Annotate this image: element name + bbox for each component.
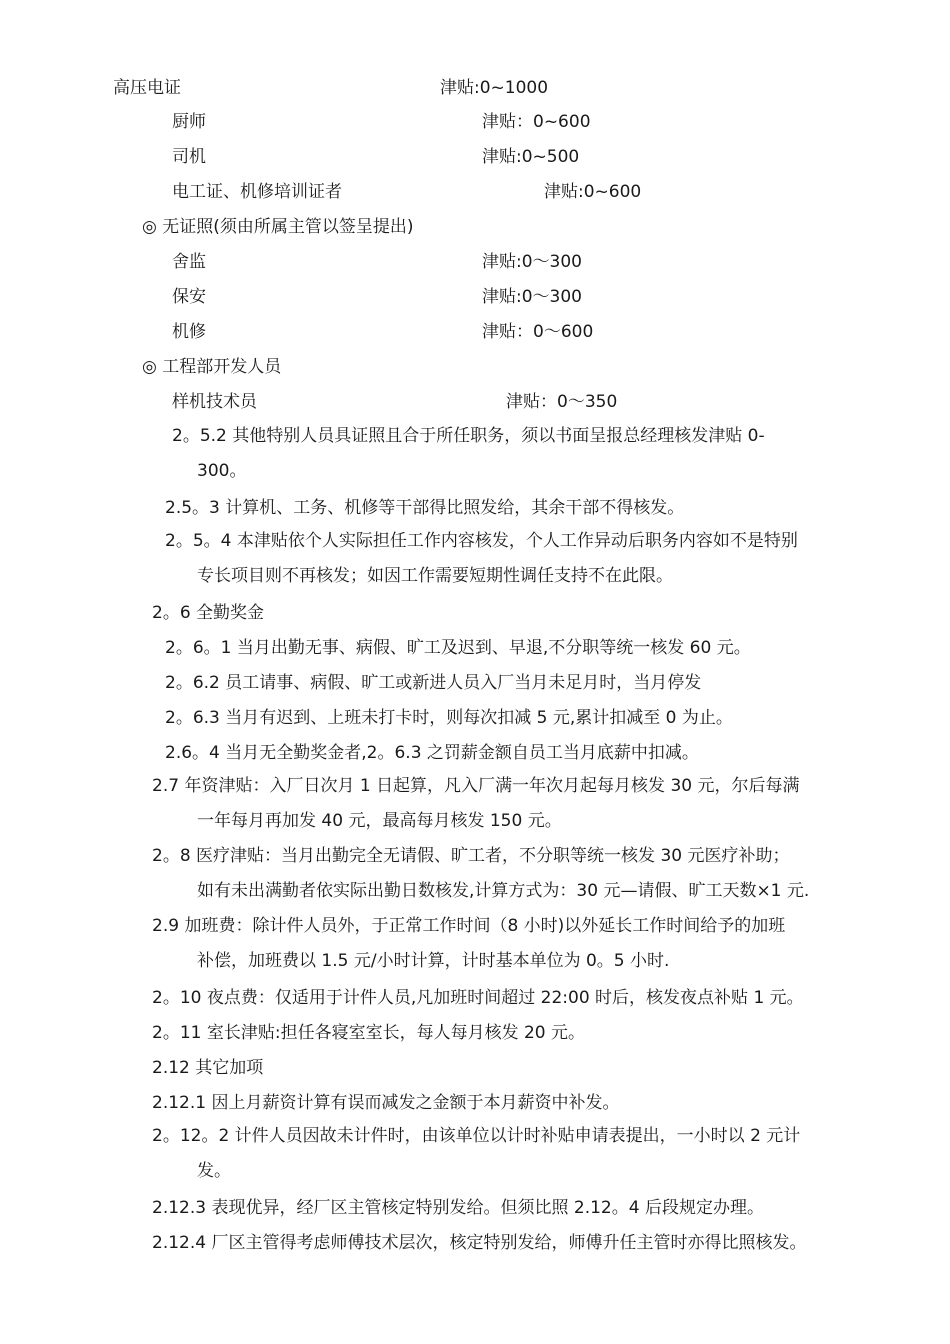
clause-2-5-3: 2.5。3 计算机、工务、机修等干部得比照发给，其余干部不得核发。	[165, 498, 685, 518]
clause-2-9-line1: 2.9 加班费：除计件人员外，于正常工作时间（8 小时)以外延长工作时间给予的加班	[152, 916, 786, 936]
clause-2-8	[152, 839, 892, 909]
section-heading-no-cert: ◎ 无证照(须由所属主管以签呈提出)	[142, 217, 414, 237]
clause-2-8-line1: 2。8 医疗津贴：当月出勤完全无请假、旷工者，不分职等统一核发 30 元医疗补助；	[152, 846, 790, 866]
clause-2-12-1: 2.12.1 因上月薪资计算有误而减发之金额于本月薪资中补发。	[152, 1093, 620, 1113]
allowance-label-chef: 厨师	[172, 112, 206, 132]
allowance-value-dorm-supervisor: 津贴:0～300	[482, 252, 582, 272]
clause-2-12-3: 2.12.3 表现优异，经厂区主管核定特别发给。但须比照 2.12。4 后段规定办理。	[152, 1198, 764, 1218]
clause-2-7	[152, 769, 892, 839]
clause-2-8-line2: 如有未出满勤者依实际出勤日数核发,计算方式为：30 元—请假、旷工天数×1 元.	[197, 881, 810, 901]
clause-2-5-2-line2: 300。	[197, 461, 247, 481]
clause-2-6-3: 2。6.3 当月有迟到、上班未打卡时，则每次扣减 5 元,累计扣减至 0 为止。	[165, 708, 733, 728]
clause-2-5-2	[172, 419, 892, 489]
clause-2-12: 2.12 其它加项	[152, 1058, 264, 1078]
clause-2-5-4-line1: 2。5。4 本津贴依个人实际担任工作内容核发，个人工作异动后职务内容如不是特别	[165, 531, 798, 551]
allowance-label-hv-cert: 高压电证	[113, 78, 181, 98]
clause-2-12-2	[152, 1119, 892, 1189]
clause-2-10: 2。10 夜点费：仅适用于计件人员,凡加班时间超过 22:00 时后，核发夜点补贴 1 元。	[152, 988, 804, 1008]
clause-2-6-1: 2。6。1 当月出勤无事、病假、旷工及迟到、早退,不分职等统一核发 60 元。	[165, 638, 751, 658]
clause-2-12-2-line1: 2。12。2 计件人员因故未计件时，由该单位以计时补贴申请表提出，一小时以 2 元计	[152, 1126, 801, 1146]
allowance-value-security: 津贴:0～300	[482, 287, 582, 307]
clause-2-7-line2: 一年每月再加发 40 元，最高每月核发 150 元。	[197, 811, 562, 831]
allowance-value-electrician: 津贴:0~600	[544, 182, 642, 202]
allowance-label-electrician: 电工证、机修培训证者	[172, 182, 342, 202]
clause-2-6: 2。6 全勤奖金	[152, 603, 265, 623]
allowance-value-hv-cert: 津贴:0~1000	[440, 78, 549, 98]
clause-2-5-4	[165, 524, 890, 594]
allowance-label-mechanic: 机修	[172, 322, 206, 342]
clause-2-6-4: 2.6。4 当月无全勤奖金者,2。6.3 之罚薪金额自员工当月底薪中扣减。	[165, 743, 699, 763]
section-heading-engineering: ◎ 工程部开发人员	[142, 357, 282, 377]
clause-2-12-2-line2: 发。	[197, 1161, 231, 1181]
allowance-label-driver: 司机	[172, 147, 206, 167]
clause-2-12-4: 2.12.4 厂区主管得考虑师傅技术层次，核定特别发给，师傅升任主管时亦得比照核发。	[152, 1233, 807, 1253]
allowance-label-security: 保安	[172, 287, 206, 307]
allowance-value-prototype-tech: 津贴：0～350	[506, 392, 618, 412]
allowance-value-driver: 津贴:0~500	[482, 147, 580, 167]
clause-2-7-line1: 2.7 年资津贴：入厂日次月 1 日起算，凡入厂满一年次月起每月核发 30 元，尔后每满	[152, 776, 800, 796]
clause-2-6-2: 2。6.2 员工请事、病假、旷工或新进人员入厂当月未足月时，当月停发	[165, 673, 702, 693]
allowance-label-prototype-tech: 样机技术员	[172, 392, 257, 412]
allowance-value-chef: 津贴：0~600	[482, 112, 591, 132]
clause-2-5-2-line1: 2。5.2 其他特别人员具证照且合于所任职务，须以书面呈报总经理核发津贴 0-	[172, 426, 765, 446]
clause-2-11: 2。11 室长津贴:担任各寝室室长，每人每月核发 20 元。	[152, 1023, 586, 1043]
clause-2-5-4-line2: 专长项目则不再核发；如因工作需要短期性调任支持不在此限。	[197, 566, 673, 586]
clause-2-9-line2: 补偿，加班费以 1.5 元/小时计算，计时基本单位为 0。5 小时.	[197, 951, 670, 971]
allowance-value-mechanic: 津贴：0～600	[482, 322, 594, 342]
allowance-label-dorm-supervisor: 舍监	[172, 252, 206, 272]
clause-2-9	[152, 909, 892, 979]
